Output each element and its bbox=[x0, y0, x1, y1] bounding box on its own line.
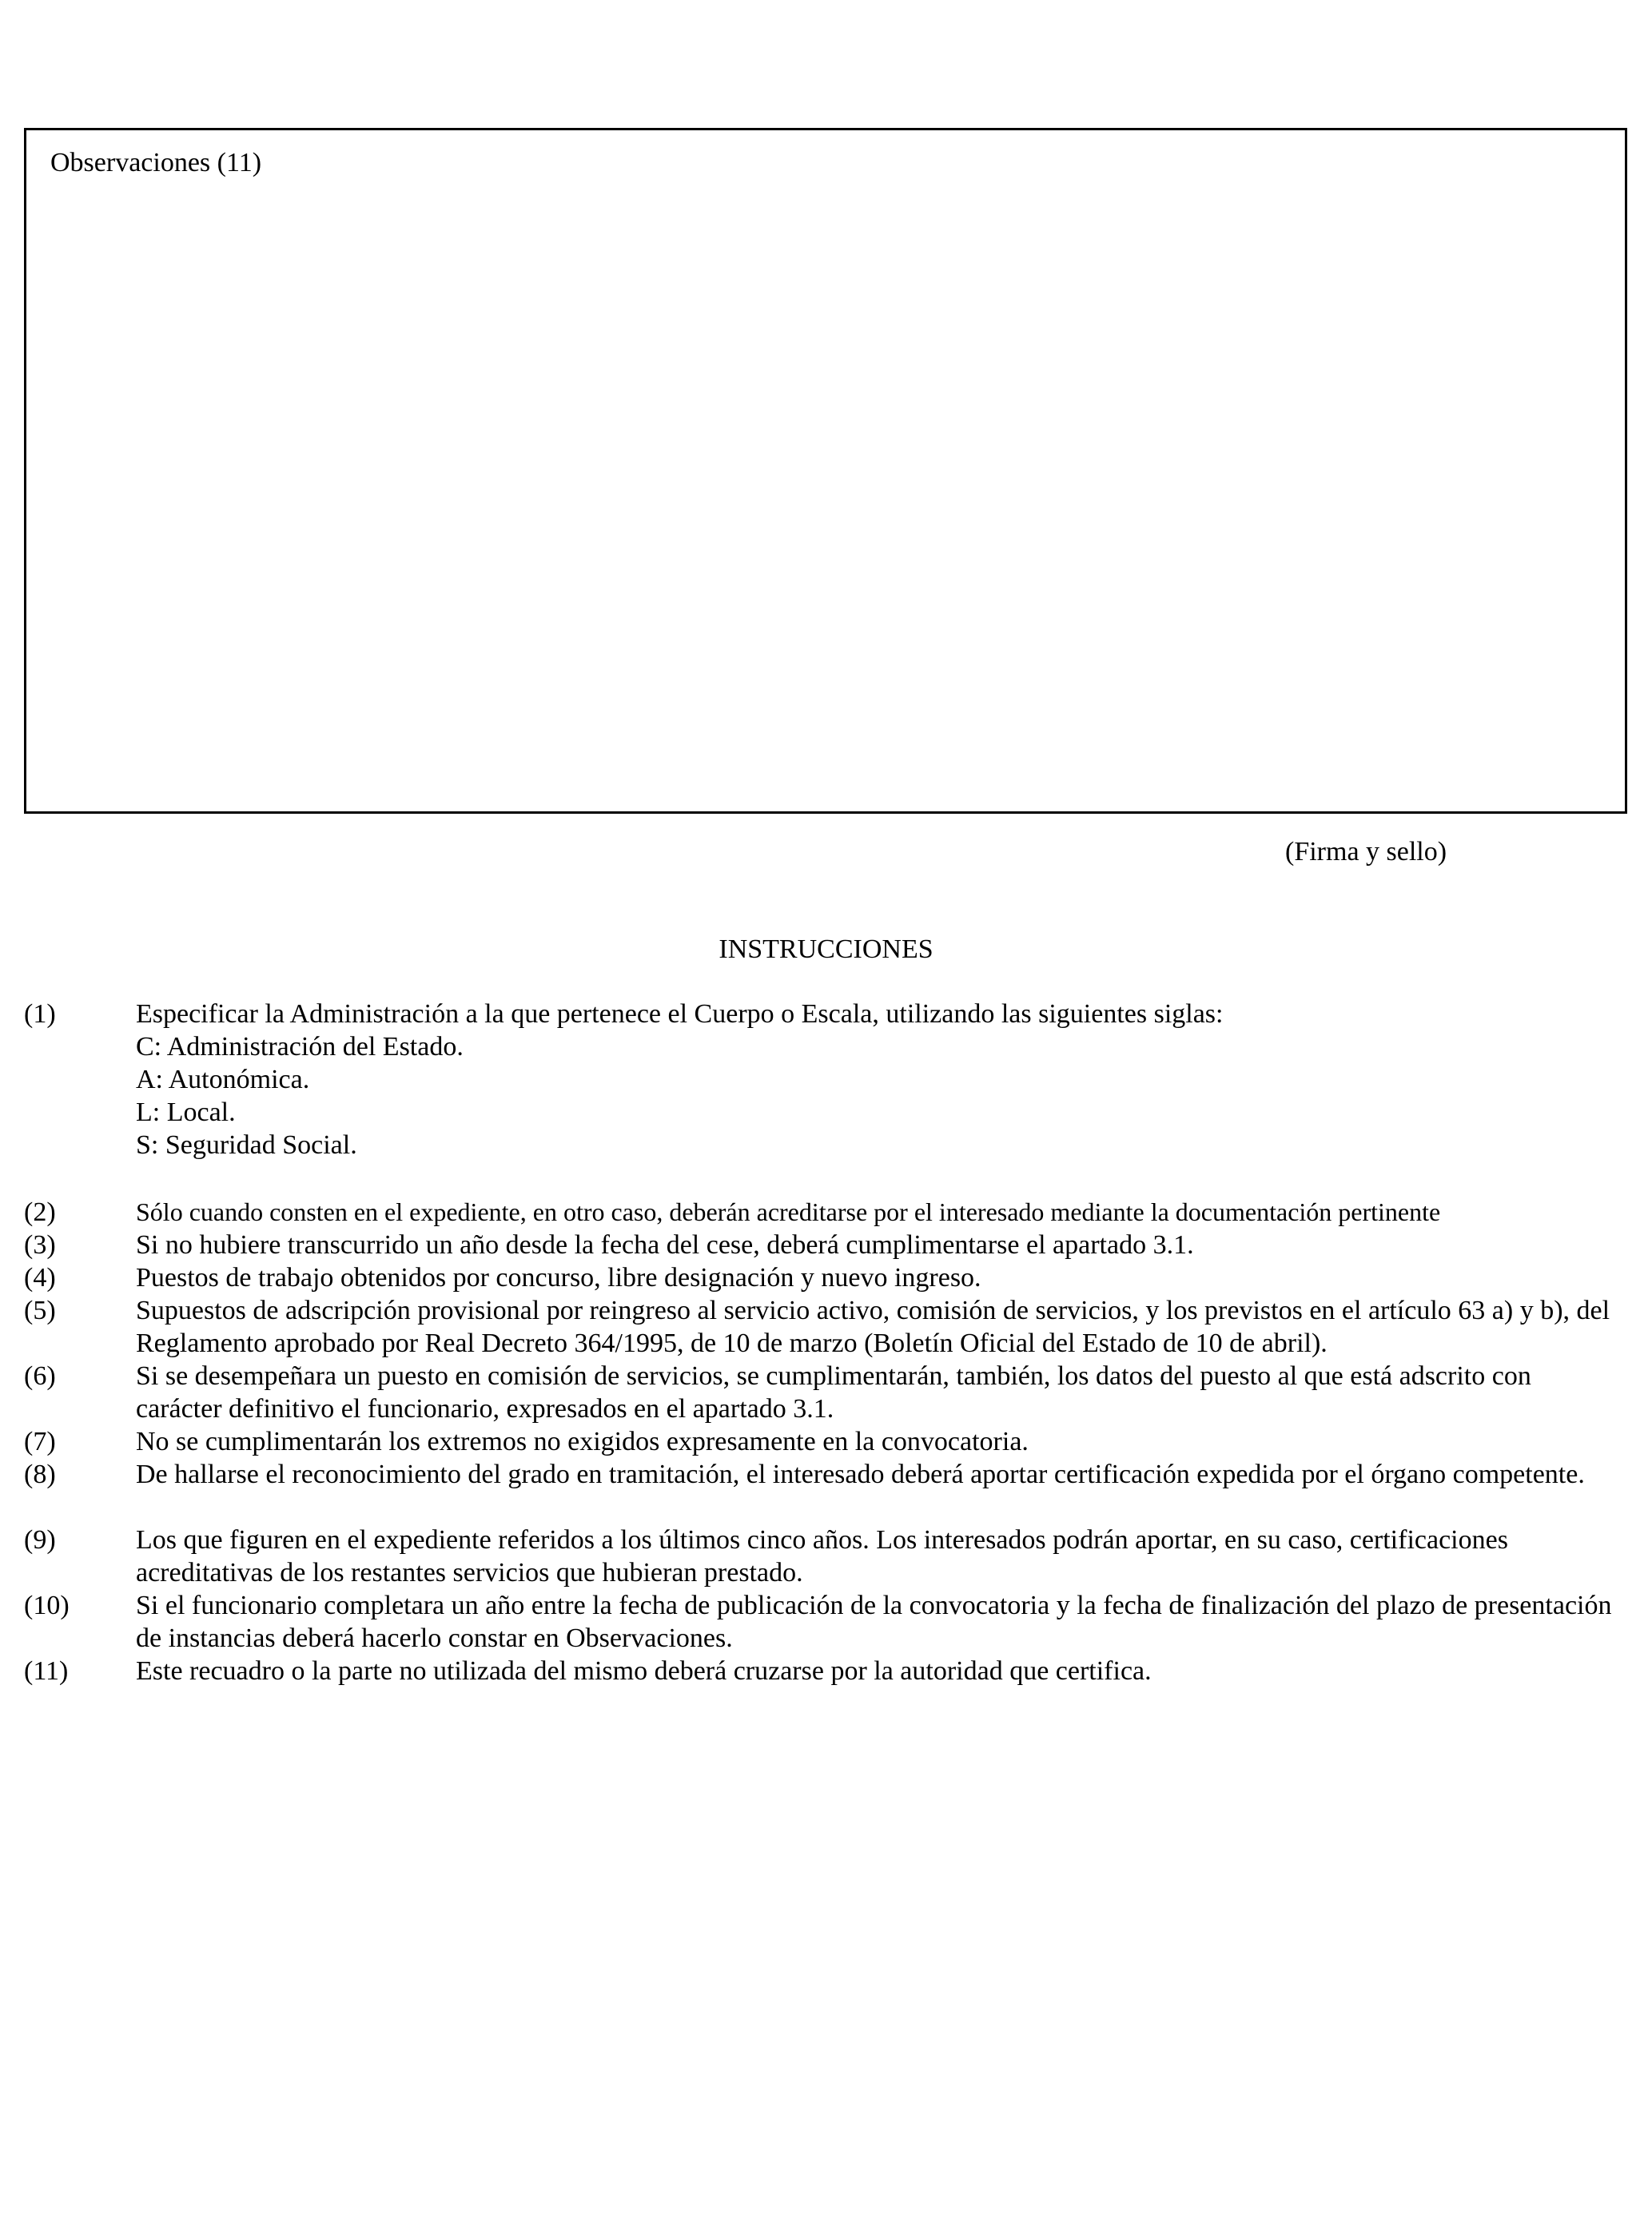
instruction-number: (1) bbox=[24, 999, 56, 1029]
instruction-subitem-s: S: Seguridad Social. bbox=[136, 1130, 357, 1160]
instruction-item-2 bbox=[24, 1196, 1630, 1229]
instruction-number: (2) bbox=[24, 1197, 56, 1227]
instruction-item-10 bbox=[24, 1589, 1614, 1655]
instruction-number: (11) bbox=[24, 1656, 69, 1686]
instruction-number: (5) bbox=[24, 1296, 56, 1325]
instruction-number: (10) bbox=[24, 1591, 70, 1620]
instruction-item-4 bbox=[24, 1261, 1614, 1294]
instruction-item-9 bbox=[24, 1524, 1614, 1589]
instruction-text: Puestos de trabajo obtenidos por concurso, libre designación y nuevo ingreso. bbox=[136, 1263, 981, 1293]
instruction-number: (7) bbox=[24, 1427, 56, 1456]
instruction-number: (4) bbox=[24, 1263, 56, 1293]
instruction-item-5 bbox=[24, 1294, 1614, 1360]
instruction-item-11 bbox=[24, 1655, 1614, 1687]
instructions-heading: INSTRUCCIONES bbox=[719, 934, 933, 964]
instruction-number: (3) bbox=[24, 1230, 56, 1260]
instruction-item-3 bbox=[24, 1229, 1614, 1261]
instruction-subitem-l: L: Local. bbox=[136, 1098, 236, 1127]
instruction-subitem-c: C: Administración del Estado. bbox=[136, 1032, 464, 1062]
observations-box bbox=[24, 128, 1627, 814]
instruction-item-1 bbox=[24, 998, 1614, 1161]
instruction-text: Si se desempeñara un puesto en comisión de servicios, se cumplimentarán, también, los datos del puesto al que está adscrito con carácter definitivo el funcionario, expresados en el apartado 3.1. bbox=[136, 1361, 1531, 1424]
instruction-subitem-a: A: Autonómica. bbox=[136, 1065, 310, 1094]
instruction-number: (9) bbox=[24, 1525, 56, 1555]
instruction-text: Supuestos de adscripción provisional por reingreso al servicio activo, comisión de servicios, y los previstos en el artículo 63 a) y b), del Reglamento aprobado por Real Decreto 364/1995, de 10 de marzo (Boletín Oficial del Estado de 10 de abril). bbox=[136, 1296, 1610, 1358]
instruction-item-6 bbox=[24, 1360, 1614, 1425]
observations-label: Observaciones (11) bbox=[50, 148, 262, 177]
instruction-text: Sólo cuando consten en el expediente, en otro caso, deberán acreditarse por el interesado mediante la documentación pertinente bbox=[136, 1197, 1441, 1226]
signature-label: (Firma y sello) bbox=[1285, 837, 1447, 866]
instruction-text: Los que figuren en el expediente referidos a los últimos cinco años. Los interesados podrán aportar, en su caso, certificaciones acreditativas de los restantes servicios que hubieran prestado. bbox=[136, 1525, 1508, 1588]
instruction-text: No se cumplimentarán los extremos no exigidos expresamente en la convocatoria. bbox=[136, 1427, 1029, 1456]
instruction-number: (6) bbox=[24, 1361, 56, 1391]
instruction-number: (8) bbox=[24, 1460, 56, 1489]
instruction-item-7 bbox=[24, 1425, 1614, 1458]
instruction-text: Este recuadro o la parte no utilizada del mismo deberá cruzarse por la autoridad que certifica. bbox=[136, 1656, 1152, 1686]
instruction-text: De hallarse el reconocimiento del grado en tramitación, el interesado deberá aportar certificación expedida por el órgano competente. bbox=[136, 1460, 1585, 1489]
instruction-text: Si el funcionario completara un año entre la fecha de publicación de la convocatoria y la fecha de finalización del plazo de presentación de instancias deberá hacerlo constar en Observaciones. bbox=[136, 1591, 1612, 1653]
instruction-item-8 bbox=[24, 1458, 1614, 1491]
instruction-text: Si no hubiere transcurrido un año desde la fecha del cese, deberá cumplimentarse el apartado 3.1. bbox=[136, 1230, 1194, 1260]
instruction-text: Especificar la Administración a la que pertenece el Cuerpo o Escala, utilizando las siguientes siglas: bbox=[136, 999, 1224, 1029]
